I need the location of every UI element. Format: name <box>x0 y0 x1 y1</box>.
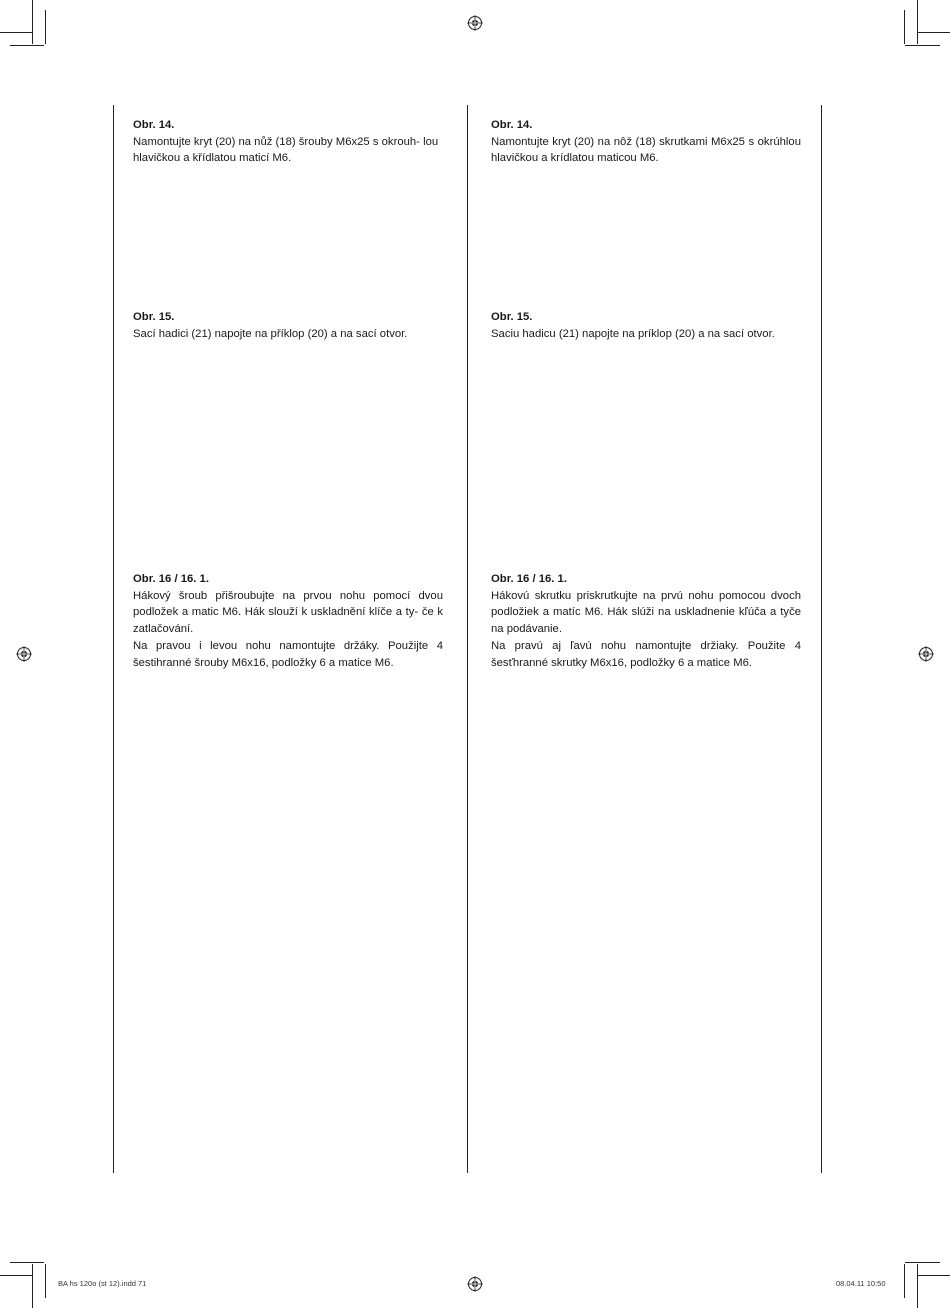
column-rule-right <box>821 105 822 1173</box>
crop-mark <box>32 1264 33 1308</box>
crop-mark <box>917 1275 950 1276</box>
section-obr-15 <box>491 309 801 342</box>
column-rule-left <box>113 105 114 1173</box>
section-paragraph: Sací hadici (21) napojte na příklop (20) a na sací otvor. <box>133 327 408 340</box>
section-heading: Obr. 14. <box>133 119 175 131</box>
section-heading: Obr. 15. <box>491 311 533 323</box>
crop-mark <box>917 32 950 33</box>
crop-mark <box>45 10 46 44</box>
crop-mark <box>32 0 33 44</box>
section-paragraph: Hákový šroub přišroubujte na prvou nohu pomocí dvou podložek a matic M6. Hák slouží k uskladnění klíče a ty- če k zatlačování. <box>133 589 443 636</box>
section-obr-14 <box>133 117 443 167</box>
registration-mark-icon <box>16 646 32 662</box>
section-obr-14 <box>491 117 801 167</box>
section-heading: Obr. 14. <box>491 119 533 131</box>
section-obr-16 <box>133 571 443 671</box>
section-paragraph: Hákovú skrutku priskrutkujte na prvú nohu pomocou dvoch podložiek a matíc M6. Hák slúži na uskladnenie kľúča a tyče na podávanie. <box>491 589 801 636</box>
footer-file-info: BA hs 120o (st 12).indd 71 <box>58 1279 147 1288</box>
crop-mark <box>904 1264 905 1298</box>
section-paragraph: Na pravou i levou nohu namontujte držáky. Použijte 4 šestihranné šrouby M6x16, podložky 6 a matice M6. <box>133 639 443 669</box>
section-paragraph: Na pravú aj ľavú nohu namontujte držiaky. Použite 4 šesťhranné skrutky M6x16, podložky 6 a matice M6. <box>491 639 801 669</box>
section-paragraph: Namontujte kryt (20) na nůž (18) šrouby M6x25 s okrouh- lou hlavičkou a křídlatou maticí M6. <box>133 135 439 165</box>
registration-mark-icon <box>918 646 934 662</box>
registration-mark-icon <box>467 15 483 31</box>
section-heading: Obr. 16 / 16. 1. <box>133 573 209 585</box>
column-rule-middle <box>467 105 468 1173</box>
section-obr-15 <box>133 309 443 342</box>
registration-mark-icon <box>467 1276 483 1292</box>
crop-mark <box>917 0 918 44</box>
crop-mark <box>45 1264 46 1298</box>
crop-mark <box>905 1262 940 1263</box>
section-heading: Obr. 15. <box>133 311 175 323</box>
crop-mark <box>10 45 44 46</box>
crop-mark <box>917 1264 918 1308</box>
crop-mark <box>905 45 940 46</box>
crop-mark <box>0 1275 33 1276</box>
section-paragraph: Saciu hadicu (21) napojte na príklop (20) a na sací otvor. <box>491 327 775 340</box>
crop-mark <box>10 1262 44 1263</box>
section-heading: Obr. 16 / 16. 1. <box>491 573 567 585</box>
section-obr-16 <box>491 571 801 671</box>
crop-mark <box>0 32 33 33</box>
footer-timestamp: 08.04.11 10:50 <box>836 1279 886 1288</box>
section-paragraph: Namontujte kryt (20) na nôž (18) skrutkami M6x25 s okrúhlou hlavičkou a krídlatou maticou M6. <box>491 135 801 165</box>
crop-mark <box>904 10 905 44</box>
